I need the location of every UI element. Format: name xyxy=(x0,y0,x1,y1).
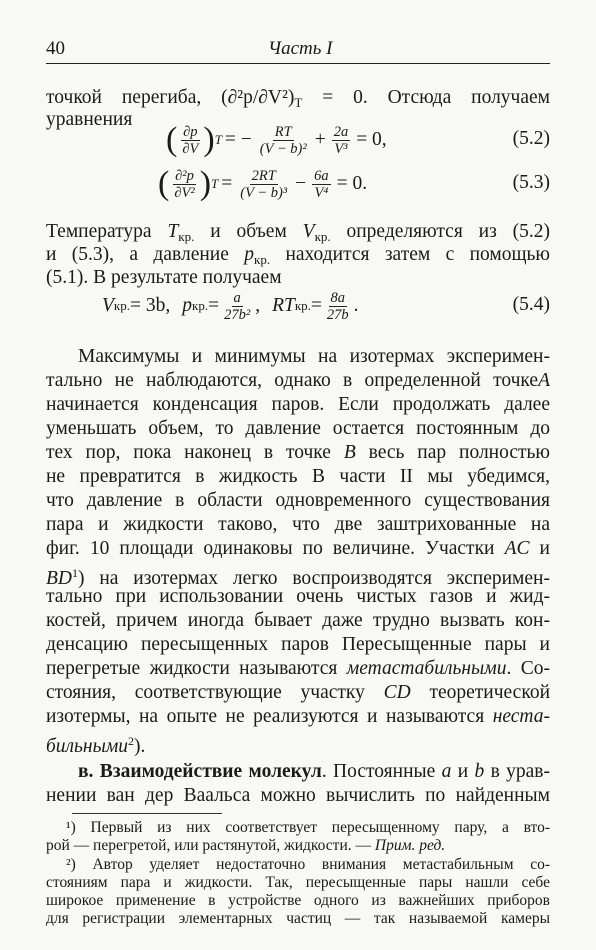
footnote-1-line: рой — перегретой, или растянутой, жидкости. — Прим. ред. xyxy=(46,837,446,854)
text-line: уменьшать объем, то давление остается постоянным до xyxy=(46,418,550,439)
equation-5-2: ( ∂p ∂V ) T = − $\frac{RT}{\text{(V − b)²}}$ + $\frac{2a}{\text{V³}}$ = 0, (5.2) xyxy=(166,121,550,158)
text-line: тально не наблюдаются, однако в определенной точкеA xyxy=(46,370,550,391)
text-line: $BD^1$) на изотермах легко воспроизводятся эксперимен- xyxy=(46,566,550,589)
text-line: денсацию пересыщенных паров Пересыщенные пары и xyxy=(46,634,550,655)
footnote-2: ²) Автор уделяет недостаточно внимания метастабильным со- xyxy=(66,856,550,873)
section-heading-line: в. Взаимодействие молекул. Постоянные a и b в урав- xyxy=(78,761,550,782)
text-line: что давление в области одновременного существования xyxy=(46,490,550,511)
text-line: тально при использовании очень чистых газов и жид- xyxy=(46,586,550,607)
running-title: Часть I xyxy=(268,38,333,59)
text-line: Температура $T_{кр.}$ и объем $V_{кр.}$ определяются из (5.2) xyxy=(46,221,551,244)
equation-number: (5.2) xyxy=(512,128,550,149)
equation-5-4: V кр. = 3b, p кр. = $\frac{a}{\text{27b²}}$ , RT кр. = $\frac{8a}{27b}$ . (5.4) xyxy=(102,289,550,323)
text-line: начинается конденсация паров. Если продолжать далее xyxy=(46,394,550,415)
header-rule xyxy=(46,63,550,64)
footnote-rule xyxy=(72,813,222,814)
text-line: не превратится в жидкость В части II мы убедимся, xyxy=(46,466,550,487)
footnote-2-line: стояниям пара и жидкости. Так, пересыщенные пары нашли себе xyxy=(46,874,550,891)
text-line: изотермы, на опыте не реализуются и называются неста- xyxy=(46,706,550,727)
text-line: перегретые жидкости называются метастабильными. Со- xyxy=(46,658,550,679)
footnote-1: ¹) Первый из них соответствует пересыщенному пару, а вто- xyxy=(66,819,550,836)
page-header xyxy=(46,38,550,62)
text-line: нении ван дер Ваальса можно вычислить по найденным xyxy=(46,785,550,806)
equation-5-3: ( ∂²p ∂V² ) T = $\frac{2RT}{\text{(V − b)³}}$ − $\frac{6a}{\text{V⁴}}$ = 0. (5.3) xyxy=(158,165,550,202)
text-line: стояния, соответствующие участку CD теоретической xyxy=(46,682,551,703)
equation-number: (5.3) xyxy=(512,172,550,193)
text-line: точкой перегиба, $(\partial^2p/\partial V^2)_T = 0$. Отсюда получаем xyxy=(46,87,551,110)
footnote-2-line: широкое применение в устройстве одного из важнейших приборов xyxy=(46,892,550,909)
text-line: Максимумы и минимумы на изотермах эксперимен- xyxy=(78,346,550,367)
footnote-2-line: для регистрации элементарных частиц — так называемой камеры xyxy=(46,910,550,927)
text-line: (5.1). В результате получаем xyxy=(46,267,282,288)
text-line: фиг. 10 площади одинаковы по величине. Участки AC и xyxy=(46,538,550,559)
text-line: уравнения xyxy=(46,109,133,130)
text-line: и (5.3), а давление $p_{кр.}$ находится затем с помощью xyxy=(46,244,550,267)
page-number: 40 xyxy=(46,38,65,59)
text-line: тех пор, пока наконец в точке B весь пар полностью xyxy=(46,442,550,463)
text-line: бильными$^2$). xyxy=(46,734,146,757)
text-line: пара и жидкости таково, что две заштрихованные на xyxy=(46,514,550,535)
equation-number: (5.4) xyxy=(512,294,550,315)
text-line: костей, причем иногда бывает даже трудно вызвать кон- xyxy=(46,610,550,631)
